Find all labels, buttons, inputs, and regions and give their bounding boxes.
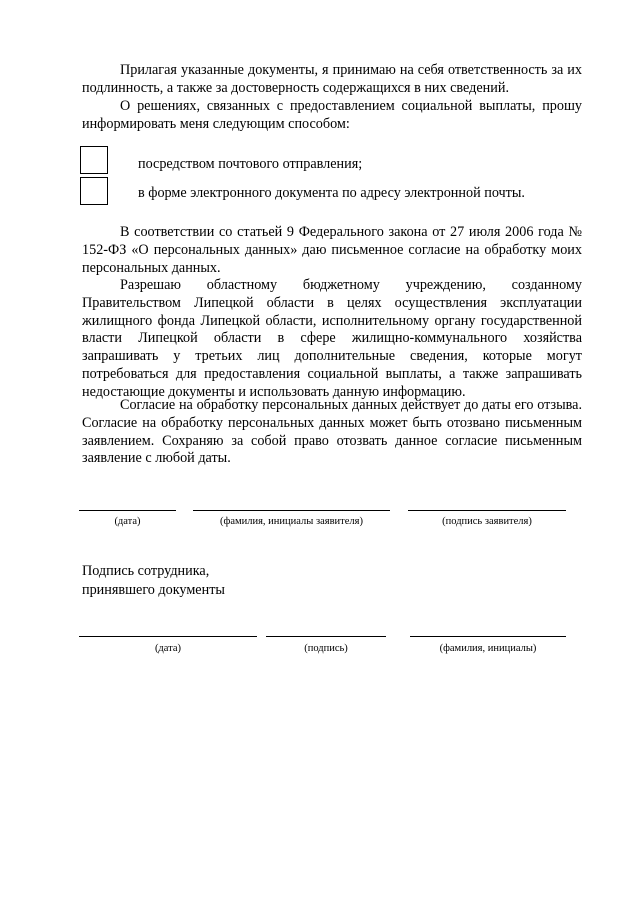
consent-paragraph-2: Разрешаю областному бюджетному учреждению, созданному Правительством Липецкой области в целях осуществления эксплуатации жилищного фонда Липецкой области, исполнительному органу государственной власти Липецкой области в сфере жилищно-коммунального хозяйства запрашивать у третьих лиц дополнительные сведения, которые могут потребоваться для предоставления социальной выплаты, а также запрашивать недостающие документы и использовать данную информацию. <box>82 277 582 400</box>
employee-date-caption: (дата) <box>154 643 182 654</box>
applicant-name-caption: (фамилия, инициалы заявителя) <box>220 516 363 527</box>
applicant-signature-caption: (подпись заявителя) <box>442 516 532 527</box>
employee-name-line[interactable] <box>410 636 566 637</box>
postal-option-label: посредством почтового отправления; <box>138 156 363 172</box>
applicant-date-line[interactable] <box>79 510 176 511</box>
email-option-checkbox[interactable] <box>80 177 108 205</box>
applicant-name-line[interactable] <box>193 510 390 511</box>
postal-option-checkbox[interactable] <box>80 146 108 174</box>
consent-paragraph-3: Согласие на обработку персональных данных действует до даты его отзыва. Согласие на обработку персональных данных может быть отозвано письменным заявлением. Сохраняю за собой право отозвать данное согласие письменным заявление с любой даты. <box>82 397 582 467</box>
consent-paragraph-1: В соответствии со статьей 9 Федерального закона от 27 июля 2006 года № 152-ФЗ «О персональных данных» даю письменное согласие на обработку моих персональных данных. <box>82 224 582 276</box>
employee-signature-title-1: Подпись сотрудника, <box>82 563 210 579</box>
notify-request-paragraph: О решениях, связанных с предоставлением социальной выплаты, прошу информировать меня следующим способом: <box>82 98 582 132</box>
email-option-label: в форме электронного документа по адресу электронной почты. <box>138 185 525 201</box>
employee-name-caption: (фамилия, инициалы) <box>439 643 537 654</box>
applicant-signature-line[interactable] <box>408 510 566 511</box>
employee-date-line[interactable] <box>79 636 257 637</box>
employee-signature-title-2: принявшего документы <box>82 582 225 598</box>
employee-signature-line[interactable] <box>266 636 386 637</box>
responsibility-paragraph: Прилагая указанные документы, я принимаю на себя ответственность за их подлинность, а также за достоверность содержащихся в них сведений. <box>82 62 582 96</box>
employee-signature-caption: (подпись) <box>304 643 348 654</box>
applicant-date-caption: (дата) <box>114 516 141 527</box>
